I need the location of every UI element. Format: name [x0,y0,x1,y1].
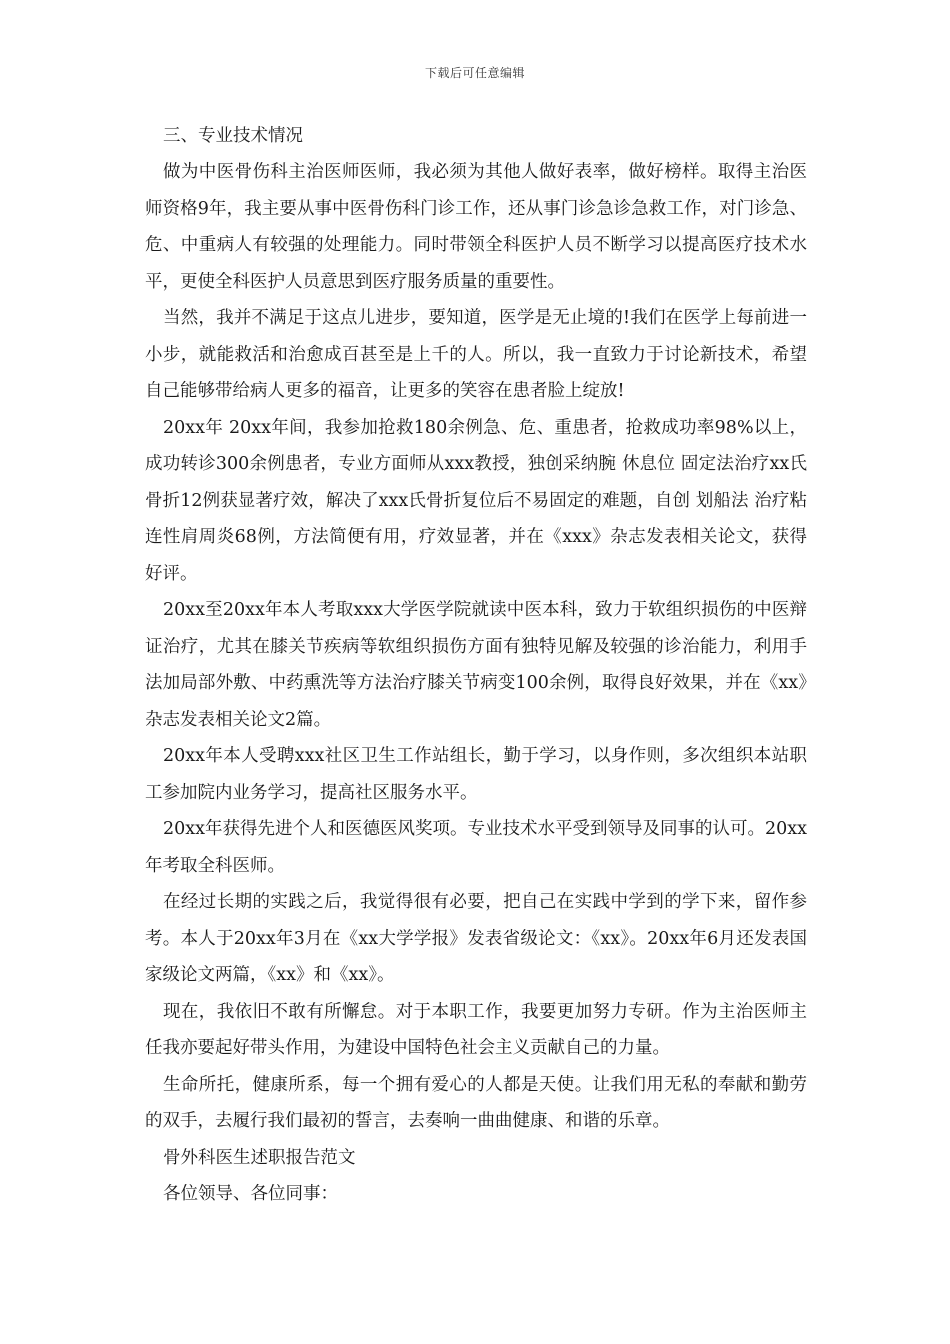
paragraph-community-station: 20xx年本人受聘xxx社区卫生工作站组长，勤于学习，以身作则，多次组织本站职工参加院内业务学习，提高社区服务水平。 [145,746,807,803]
paragraph-future-work: 现在，我依旧不敢有所懈怠。对于本职工作，我要更加努力专研。作为主治医师主任我亦要起好带头作用，为建设中国特色社会主义贡献自己的力量。 [145,1001,807,1058]
paragraph-role-model: 做为中医骨伤科主治医师医师，我必须为其他人做好表率，做好榜样。取得主治医师资格9年，我主要从事中医骨伤科门诊工作，还从事门诊急诊急救工作，对门诊急、危、中重病人有较强的处理能力。同时带领全科医护人员不断学习以提高医疗技术水平，更使全科医护人员意思到医疗服务质量的重要性。 [145,162,807,292]
paragraph-medicine-endless: 当然，我并不满足于这点儿进步，要知道，医学是无止境的!我们在医学上每前进一小步，就能救活和治愈成百甚至是上千的人。所以，我一直致力于讨论新技术，希望自己能够带给病人更多的福音，让更多的笑容在患者脸上绽放! [145,308,807,401]
paragraph-closing: 生命所托，健康所系，每一个拥有爱心的人都是天使。让我们用无私的奉献和勤劳的双手，去履行我们最初的誓言，去奏响一曲曲健康、和谐的乐章。 [145,1074,807,1131]
document-body [145,118,807,1213]
report-title: 骨外科医生述职报告范文 [163,1147,356,1168]
page-header: 下载后可任意编辑 [424,66,525,80]
paragraph-publications: 在经过长期的实践之后，我觉得很有必要，把自己在实践中学到的学下来，留作参考。本人于20xx年3月在《xx大学学报》发表省级论文：《xx》。20xx年6月还发表国家级论文两篇，《xx》和《xx》。 [145,892,807,985]
paragraph-awards: 20xx年获得先进个人和医德医风奖项。专业技术水平受到领导及同事的认可。20xx年考取全科医师。 [145,819,808,876]
paragraph-rescue-record: 20xx年 20xx年间，我参加抢救180余例急、危、重患者，抢救成功率98%以上，成功转诊300余例患者，专业方面师从xxx教授，独创采纳腕 休息位 固定法治疗xx氏骨折12例获显著疗效，解决了xxx氏骨折复位后不易固定的难题，自创 划船法 治疗粘连性肩周炎68例，方法简便有用，疗效显著，并在《xxx》杂志发表相关论文，获得好评。 [145,417,807,584]
paragraph-education: 20xx至20xx年本人考取xxx大学医学院就读中医本科，致力于软组织损伤的中医辩证治疗，尤其在膝关节疾病等软组织损伤方面有独特见解及较强的诊治能力，利用手法加局部外敷、中药熏洗等方法治疗膝关节病变100余例，取得良好效果，并在《xx》杂志发表相关论文2篇。 [145,600,807,730]
salutation: 各位领导、各位同事： [163,1184,338,1204]
section-heading: 三、专业技术情况 [163,126,303,146]
